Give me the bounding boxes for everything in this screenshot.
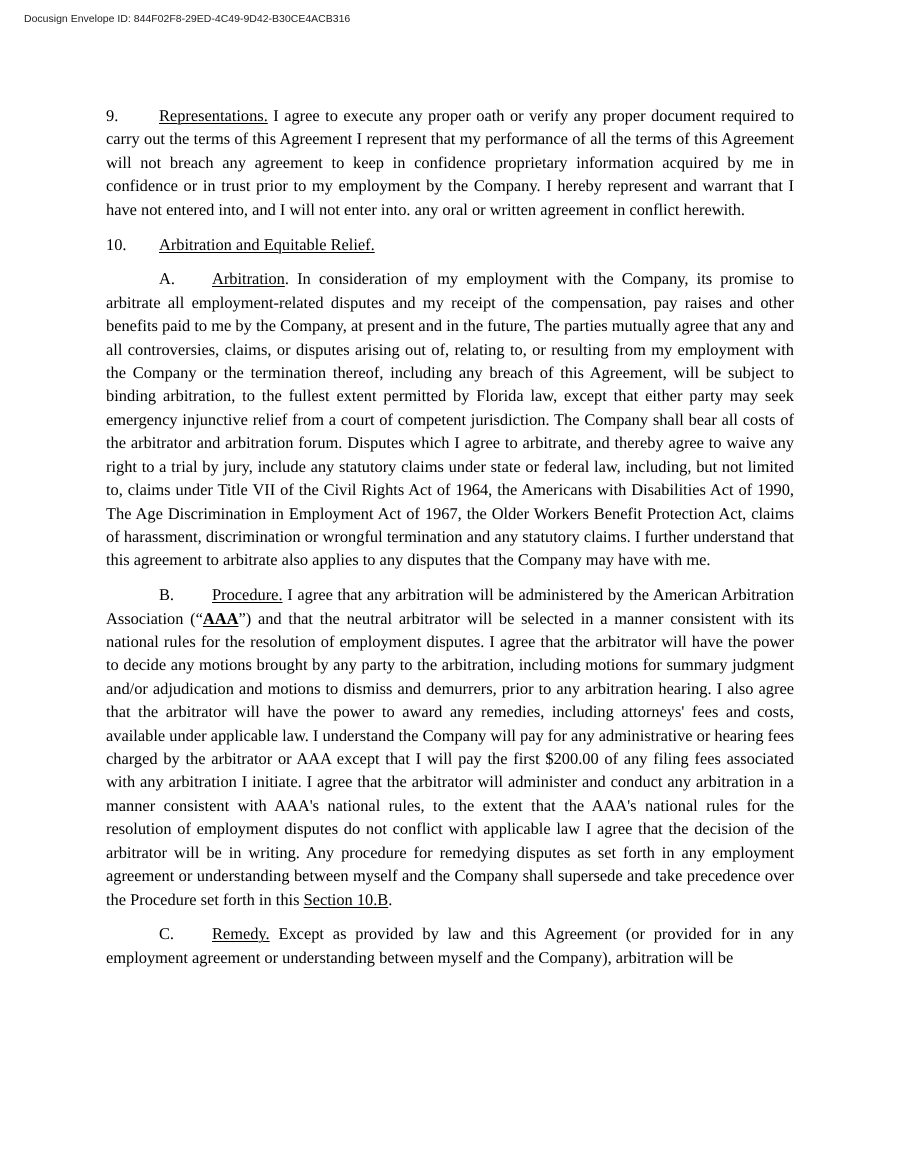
section-10c-letter: C. bbox=[159, 924, 175, 944]
section-10b-text-1: I agree that any arbitration will be administered by the American Arbitration Association (“ bbox=[106, 585, 794, 628]
section-10-heading-line bbox=[106, 233, 794, 256]
section-10c-paragraph bbox=[106, 922, 794, 969]
section-10b-text-2: ”) and that the neutral arbitrator will be selected in a manner consistent with its national rules for the resolution of employment disputes. I agree that the arbitrator will have the power to decide any motions brought by any party to the arbitration, including motions for summary judgment and/or adjudication and motions to dismiss and demurrers, prior to any arbitration hearing. I also agree that the arbitrator will have the power to award any remedies, including attorneys' fees and costs, available under applicable law. I understand the Company will pay for any administrative or hearing fees charged by the arbitrator or AAA except that I will pay the first $200.00 of any filing fees associated with any arbitration I initiate. I agree that the arbitrator will administer and conduct any arbitration in a manner consistent with AAA's national rules, to the extent that the AAA's national rules for the resolution of employment disputes do not conflict with applicable law I agree that the decision of the arbitrator will be in writing. Any procedure for remedying disputes as set forth in any employment agreement or understanding between myself and the Company shall supersede and take precedence over the Procedure set forth in this bbox=[106, 608, 795, 909]
section-10-number: 10. bbox=[106, 234, 127, 254]
section-10c-heading: Remedy. bbox=[212, 924, 270, 944]
section-10b-letter: B. bbox=[159, 585, 175, 605]
section-9-text: I agree to execute any proper oath or verify any proper document required to carry out the terms of this Agreement I represent that my performance of all the terms of this Agreement will not breach any agreement to keep in confidence proprietary information acquired by me in confidence or in trust prior to my employment by the Company. I hereby represent and warrant that I have not entered into, and I will not enter into. any oral or written agreement in conflict herewith. bbox=[106, 106, 794, 219]
section-10a-text: . In consideration of my employment with the Company, its promise to arbitrate all employment-related disputes and my receipt of the compensation, pay raises and other benefits paid to me by the Company, at present and in the future, The parties mutually agree that any and all controversies, claims, or disputes arising out of, relating to, or resulting from my employment with the Company or the termination thereof, including any breach of this Agreement, will be subject to binding arbitration, to the fullest extent permitted by Florida law, except that either party may seek emergency injunctive relief from a court of competent jurisdiction. The Company shall bear all costs of the arbitrator and arbitration forum. Disputes which I agree to arbitrate, and thereby agree to waive any right to a trial by jury, include any statutory claims under state or federal law, including, but not limited to, claims under Title VII of the Civil Rights Act of 1964, the Americans with Disabilities Act of 1990, The Age Discrimination in Employment Act of 1967, the Older Workers Benefit Protection Act, claims of harassment, discrimination or wrongful termination and any statutory claims. I further understand that this agreement to arbitrate also applies to any disputes that the Company may have with me. bbox=[106, 269, 794, 570]
section-9-paragraph bbox=[106, 104, 794, 221]
section-10a-heading: Arbitration bbox=[212, 269, 285, 289]
envelope-id: Docusign Envelope ID: 844F02F8-29ED-4C49-9D42-B30CE4ACB316 bbox=[24, 13, 351, 25]
section-10b-heading: Procedure. bbox=[212, 585, 283, 605]
section-10b-paragraph bbox=[106, 583, 794, 911]
section-10b-text-3: . bbox=[388, 889, 393, 909]
section-9-number: 9. bbox=[106, 106, 119, 125]
section-10a-letter: A. bbox=[159, 269, 175, 289]
section-10-heading: Arbitration and Equitable Relief. bbox=[159, 234, 375, 254]
section-9-heading: Representations. bbox=[159, 106, 268, 125]
document-body bbox=[106, 104, 794, 981]
section-10c-text: Except as provided by law and this Agreement (or provided for in any employment agreement or understanding between myself and the Company), arbitration will be bbox=[106, 924, 794, 967]
section-10b-reference: Section 10.B bbox=[303, 889, 389, 909]
section-10a-paragraph bbox=[106, 267, 794, 571]
aaa-defined-term: AAA bbox=[202, 608, 239, 628]
